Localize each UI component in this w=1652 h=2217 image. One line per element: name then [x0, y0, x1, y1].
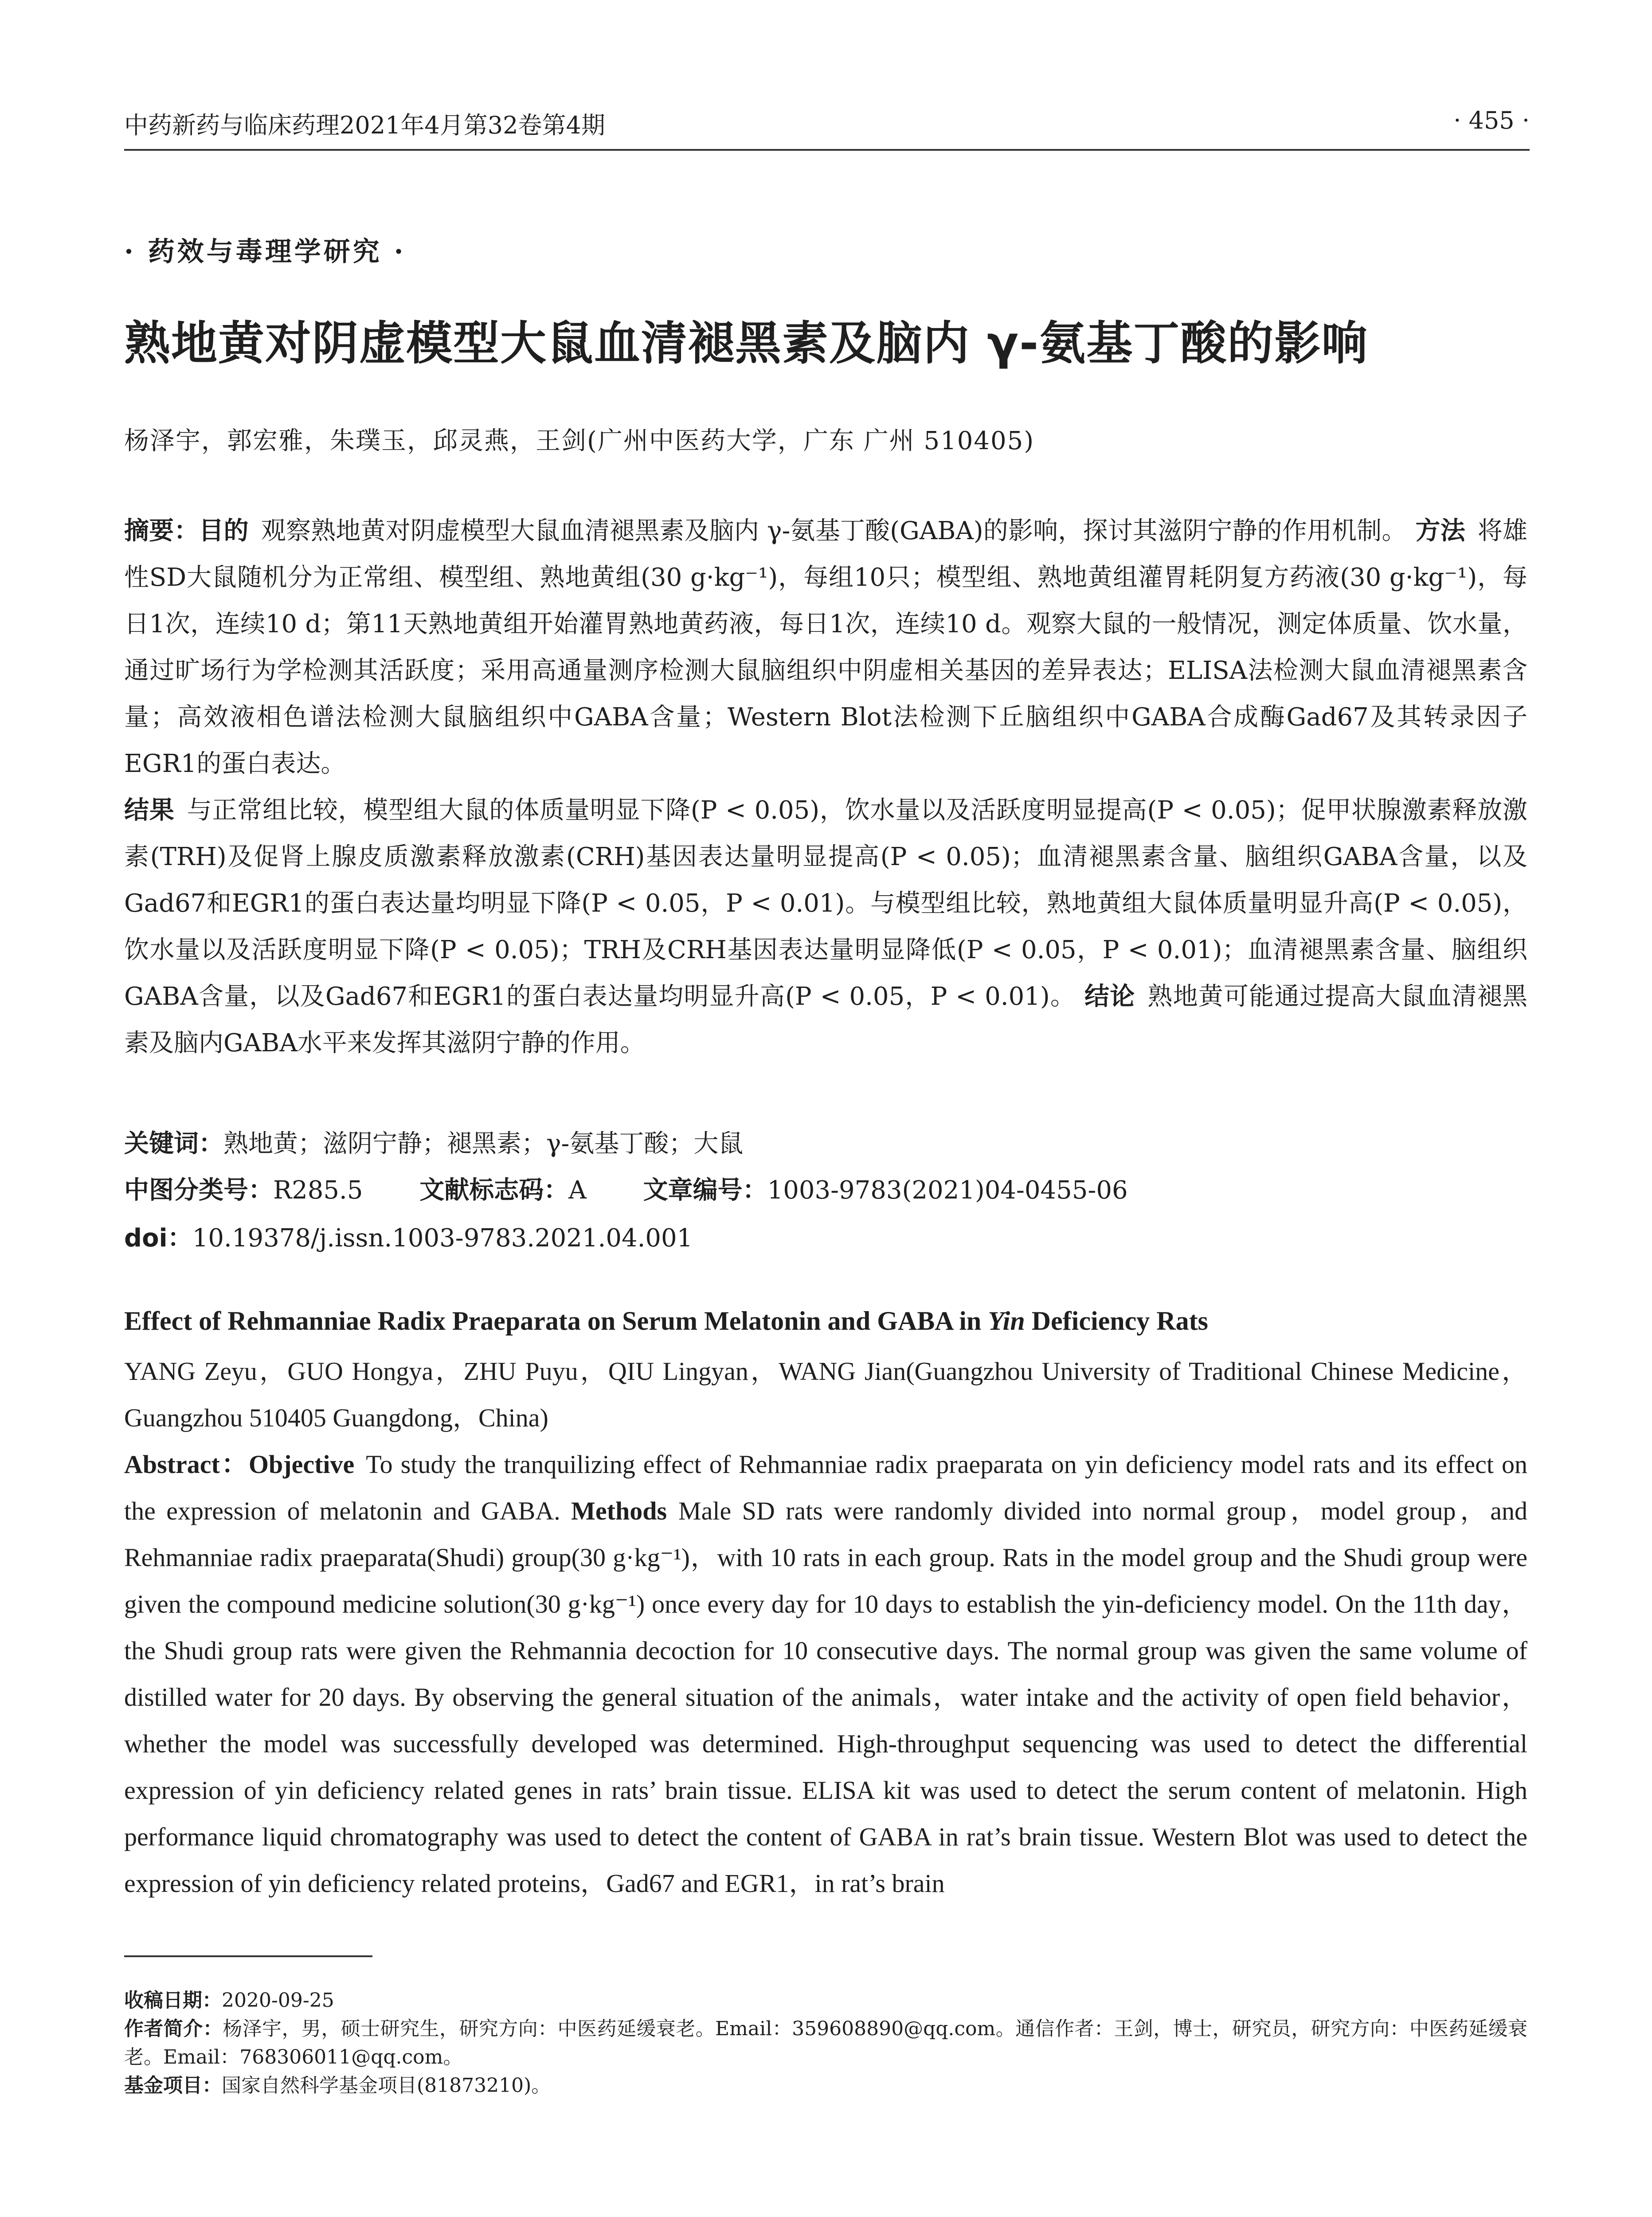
english-authors: YANG Zeyu，GUO Hongya，ZHU Puyu，QIU Lingyan，WANG Jian(Guangzhou University of Traditional Chinese Medicine，Guangzhou 510405 Guangdong，China): [124, 1357, 1527, 1432]
abstract-methods-text: 将雄性SD大鼠随机分为正常组、模型组、熟地黄组(30 g·kg⁻¹)，每组10只；模型组、熟地黄组灌胃耗阴复方药液(30 g·kg⁻¹)，每日1次，连续10 d；第11天熟地黄组开始灌胃熟地黄药液，每日1次，连续10 d。观察大鼠的一般情况，测定体质量、饮水量，通过旷场行为学检测其活跃度；采用高通量测序检测大鼠脑组织中阴虚相关基因的差异表达；ELISA法检测大鼠血清褪黑素含量；高效液相色谱法检测大鼠脑组织中GABA含量；Western Blot法检测下丘脑组织中GABA合成酶Gad67及其转录因子EGR1的蛋白表达。: [124, 517, 1528, 778]
doi-label: doi：: [124, 1224, 192, 1253]
doi-value[interactable]: 10.19378/j.issn.1003-9783.2021.04.001: [192, 1224, 693, 1253]
received-label: 收稿日期：: [124, 1989, 222, 2012]
abstract-objective-text: 观察熟地黄对阴虚模型大鼠血清褪黑素及脑内 γ-氨基丁酸(GABA)的影响，探讨其滋阴宁静的作用机制。: [261, 517, 1407, 545]
english-title-part2: Deficiency Rats: [1025, 1306, 1208, 1336]
abstract-english: [124, 1441, 1527, 1907]
abstract-methods-label: 方法: [1415, 517, 1465, 545]
english-title-part1: Effect of Rehmanniae Radix Praeparata on Serum Melatonin and GABA in: [124, 1306, 988, 1336]
english-objective-text: To study the tranquilizing effect of Rehmanniae radix praeparata on yin deficiency model rats and its effect on the expression of melatonin and GABA.: [124, 1450, 1527, 1525]
footnote-rule: [124, 1955, 372, 1957]
english-title-italic: Yin: [988, 1306, 1025, 1336]
classification-line: [124, 1171, 1527, 1206]
author-line: 杨泽宇，郭宏雅，朱璞玉，邱灵燕，王剑(广州中医药大学，广东 广州 510405): [124, 427, 1035, 455]
footnote-received: [124, 1986, 1527, 2015]
footnote-author: [124, 2015, 1527, 2072]
author-info-label: 作者简介：: [124, 2017, 223, 2040]
header-rule: [124, 149, 1530, 151]
article-number-label: 文章编号：: [643, 1176, 767, 1205]
page-number: · 455 ·: [1453, 106, 1530, 134]
received-date: 2020-09-25: [222, 1989, 334, 2012]
footnotes: [124, 1986, 1527, 2100]
doc-code-value: A: [568, 1176, 587, 1205]
journal-name: 中药新药与临床药理2021年4月第32卷第4期: [124, 111, 605, 139]
abstract-results-text: 与正常组比较，模型组大鼠的体质量明显下降(P < 0.05)，饮水量以及活跃度明显提高(P < 0.05)；促甲状腺激素释放激素(TRH)及促肾上腺皮质激素释放激素(CRH)基因表达量明显提高(P < 0.05)；血清褪黑素含量、脑组织GABA含量，以及Gad67和EGR1的蛋白表达量均明显下降(P < 0.05，P < 0.01)。与模型组比较，熟地黄组大鼠体质量明显升高(P < 0.05)，饮水量以及活跃度明显下降(P < 0.05)；TRH及CRH基因表达量明显降低(P < 0.05，P < 0.01)；血清褪黑素含量、脑组织GABA含量，以及Gad67和EGR1的蛋白表达量均明显升高(P < 0.05，P < 0.01)。: [124, 796, 1528, 1011]
abstract-results-label: 结果: [124, 796, 175, 825]
article-number-value: 1003-9783(2021)04-0455-06: [767, 1176, 1128, 1205]
keywords-label: 关键词：: [124, 1129, 223, 1158]
section-tag: · 药效与毒理学研究 ·: [124, 236, 406, 267]
article-title: 熟地黄对阴虚模型大鼠血清褪黑素及脑内 γ-氨基丁酸的影响: [124, 316, 1369, 370]
doi-line: [124, 1218, 1527, 1254]
doc-code-label: 文献标志码：: [419, 1176, 569, 1205]
english-objective-label: Abstract：Objective: [124, 1450, 355, 1479]
abstract-conclusion-label: 结论: [1084, 982, 1135, 1011]
abstract-conclusion-text: 熟地黄可能通过提高大鼠血清褪黑素及脑内GABA水平来发挥其滋阴宁静的作用。: [124, 982, 1528, 1058]
abstract-objective-label: 摘要：目的: [124, 517, 249, 545]
author-info-text: 杨泽宇，男，硕士研究生，研究方向：中医药延缓衰老。Email：359608890@qq.com。通信作者：王剑，博士，研究员，研究方向：中医药延缓衰老。Email：768306011@qq.com。: [124, 2017, 1528, 2068]
english-title: [124, 1306, 1530, 1336]
english-methods-text: Male SD rats were randomly divided into normal group，model group，and Rehmanniae radix praeparata(Shudi) group(30 g·kg⁻¹)，with 10 rats in each group. Rats in the model group and the Shudi group were given the compound medicine solution(30 g·kg⁻¹) once every day for 10 days to establish the yin-deficiency model. On the 11th day，the Shudi group rats were given the Rehmannia decoction for 10 consecutive days. The normal group was given the same volume of distilled water for 20 days. By observing the general situation of the animals，water intake and the activity of open field behavior，whether the model was successfully developed was determined. High-throughput sequencing was used to detect the differential expression of yin deficiency related genes in rats’ brain tissue. ELISA kit was used to detect the serum content of melatonin. High performance liquid chromatography was used to detect the content of GABA in rat’s brain tissue. Western Blot was used to detect the expression of yin deficiency related proteins，Gad67 and EGR1，in rat’s brain: [124, 1496, 1528, 1898]
keywords: [124, 1124, 1527, 1159]
keywords-text: 熟地黄；滋阴宁静；褪黑素；γ-氨基丁酸；大鼠: [223, 1129, 744, 1158]
fund-label: 基金项目：: [124, 2074, 222, 2097]
clc-value: R285.5: [273, 1176, 363, 1205]
footnote-fund: [124, 2072, 1527, 2100]
clc-label: 中图分类号：: [124, 1176, 273, 1205]
abstract-chinese: [124, 508, 1527, 1066]
english-methods-label: Methods: [571, 1496, 667, 1525]
running-header: [124, 106, 1530, 142]
fund-text: 国家自然科学基金项目(81873210)。: [222, 2074, 551, 2097]
